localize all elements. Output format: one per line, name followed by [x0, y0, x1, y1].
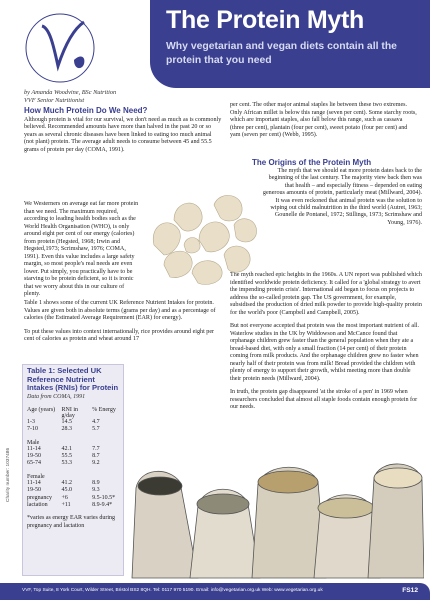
page-title: The Protein Myth — [166, 6, 364, 34]
table-cell: 9.3 — [92, 487, 100, 494]
table-intro-paragraph-2: To put these values into context internationally, rice provides around eight per cent of calories as protein and wheat around 17 — [24, 328, 215, 342]
table-cell: 14.5 — [61, 418, 72, 425]
table-cell: pregnancy — [27, 494, 52, 501]
table-row — [23, 460, 123, 467]
table-cell: 53.3 — [61, 460, 72, 467]
table-title: Table 1: Selected UK Reference Nutrient Intakes (RNIs) for Protein — [27, 366, 119, 393]
table-cell: 9.5-10.5* — [92, 494, 116, 501]
table-row — [23, 419, 123, 426]
cashew-nuts-image — [144, 185, 264, 290]
table-cell: 8.7 — [92, 453, 100, 459]
table-cell: 28.3 — [61, 426, 72, 433]
table-source: Data from COMA, 1991 — [27, 393, 86, 400]
how-much-heading: How Much Protein Do We Need? — [24, 106, 148, 115]
origins-paragraph-3: But not everyone accepted that protein was the most important nutrient of all. Waterlow studies in the UK by Widdowson and McCance found that orphanage children grew faster than the general population when they ate a bread-based diet, with only a small fraction (14 per cent) of their protein coming from milk products. And the orphanage children grew no faster when nearly half of their protein was from milk! Bread provided the children with plenty of energy to support their growth, whilst meeting more than double their protein needs (Millward, 2004). — [230, 323, 420, 382]
table-footnote: *varies as energy EAR varies during pregnancy and lactation — [27, 515, 116, 529]
table-cell: 7.7 — [92, 445, 100, 452]
footer — [0, 583, 430, 600]
table-header-row — [23, 401, 123, 419]
footer-address: VVF, Top Suite, 8 York Court, Wilder Street, Bristol BS2 8QH. Tel: 0117 970 5190. Email: info@vegetarian.org.uk Web: www.vegetarian.org.uk — [22, 588, 323, 593]
charity-number: Charity number: 1037486 — [6, 447, 11, 502]
table-cell: 42.1 — [61, 445, 72, 452]
table-row — [23, 426, 123, 433]
table-cell: 7-10 — [27, 426, 38, 433]
table-cell: 45.0 — [61, 487, 72, 494]
table-cell: 8.9-9.4* — [92, 502, 113, 509]
table-cell: 11-14 — [27, 445, 41, 452]
table-cell: 11-14 — [27, 479, 41, 486]
right-column-top — [230, 102, 418, 146]
logo — [0, 0, 150, 95]
table-cell: 4.7 — [92, 418, 100, 425]
table-cell: 19-50 — [27, 453, 41, 459]
table-cell: 8.9 — [92, 479, 100, 486]
how-much-paragraph-2: We Westerners on average eat far more protein than we need. The maximum required, according to leading health bodies such as the World Health Organisation (WHO), is only around eight per cent of our energy (calories) from protein (Hegsted, 1968; Irwin and Hegsted,1973; Scrimshaw, 1976; COMA, 1991). Even this value includes a large safety margin, so most people's real needs are even lower. Put simply, you practically have to be starving to be protein deficient, so it is ironic that we worry about this in our culture of plenty. — [24, 201, 139, 297]
byline-author: by Amanda Woodvine, BSc Nutrition — [24, 89, 117, 96]
table-header-cell: RNI in g/day — [61, 406, 78, 419]
origins-paragraph-1: The myth that we should eat more protein dates back to the beginning of the last century. The majority view back then was that health – and especially fitness – depended on eating generous amounts of protein, particularly meat (Millward, 2004). It was even reckoned that animal protein was the solution to wiping out child malnutrition in the third world (Autret, 1963; Gounelle de Pontanel, 1972; Stillings, 1973; Scrimshaw and Young, 1976). — [262, 168, 422, 226]
table-header-cell: Age (years) — [27, 406, 56, 413]
origins-paragraph-4: In truth, the protein gap disappeared 'at the stroke of a pen' in 1969 when researchers concluded that almost all staple foods contain enough protein for our needs. — [230, 389, 418, 410]
table-row — [23, 495, 123, 502]
table-cell: lactation — [27, 502, 48, 509]
byline-role: VVF Senior Nutritionist — [24, 97, 85, 104]
right-paragraph-1: per cent. The other major animal staples lie between these two extremes. Only African millet is below this range (seven per cent). Some starchy roots, which are important staples, also fall below this range, such as cassava (three per cent), plantain (four per cent), sweet potato (four per cent) and yam (seven per cent) (Webb, 1995). — [230, 102, 417, 138]
table-cell: 5.7 — [92, 426, 100, 433]
how-much-paragraph-2-block — [24, 201, 142, 304]
table-row — [23, 502, 123, 509]
table-group-label-female: Female — [27, 473, 45, 480]
table-cell: 19-50 — [27, 487, 41, 494]
table-cell: 65-74 — [27, 460, 41, 467]
table-intro-paragraph-1: Table 1 shows some of the current UK Reference Nutrient Intakes for protein. Values are given both in absolute terms (grams per day) and as a percentage of calories (the Estimated Average Requirement (EAR) for energy). — [24, 300, 216, 321]
footer-code: FS12 — [402, 587, 418, 594]
how-much-paragraph-1: Although protein is vital for our survival, we don't need as much as is commonly believed. Recommended amounts have more than halved in the past 20 or so years as several chronic diseases have been linked to eating too much animal (not plant) protein. The average adult needs to consume between 45 and 55.5 grams of protein per day (COMA, 1991). — [24, 116, 222, 153]
table-cell: 41.2 — [61, 479, 72, 486]
byline — [24, 89, 116, 105]
table-row — [23, 446, 123, 453]
table-cell: 1-3 — [27, 418, 35, 425]
table-row — [23, 453, 123, 460]
table-cell: +11 — [61, 502, 71, 509]
table-header-cell: % Energy — [92, 406, 116, 413]
table-row — [23, 480, 123, 487]
table-cell: 55.5 — [61, 453, 72, 459]
origins-heading: The Origins of the Protein Myth — [252, 158, 372, 167]
protein-rni-table — [22, 364, 124, 576]
right-column-bottom — [230, 272, 422, 418]
left-column — [24, 107, 222, 160]
table-cell: +6 — [61, 494, 68, 501]
table-intro — [24, 300, 222, 350]
table-cell: 9.2 — [92, 460, 100, 467]
origins-paragraph-2: The myth reached epic heights in the 1960s. A UN report was published which identified worldwide protein deficiency. It called for a 'global strategy to avert the impending protein crisis'. International aid began to focus on projects to address the so-called protein gap. The US government, for example, subsidised the production of dried milk powder to provide high-quality protein for the world's poor (Campbell and Campbell, 2005). — [230, 272, 422, 316]
table-group-label-male: Male — [27, 439, 40, 446]
table-row — [23, 487, 123, 494]
vvf-logo-icon — [20, 8, 100, 88]
grain-sacks-image — [128, 448, 424, 580]
page-subtitle: Why vegetarian and vegan diets contain all the protein that you need — [166, 41, 397, 66]
